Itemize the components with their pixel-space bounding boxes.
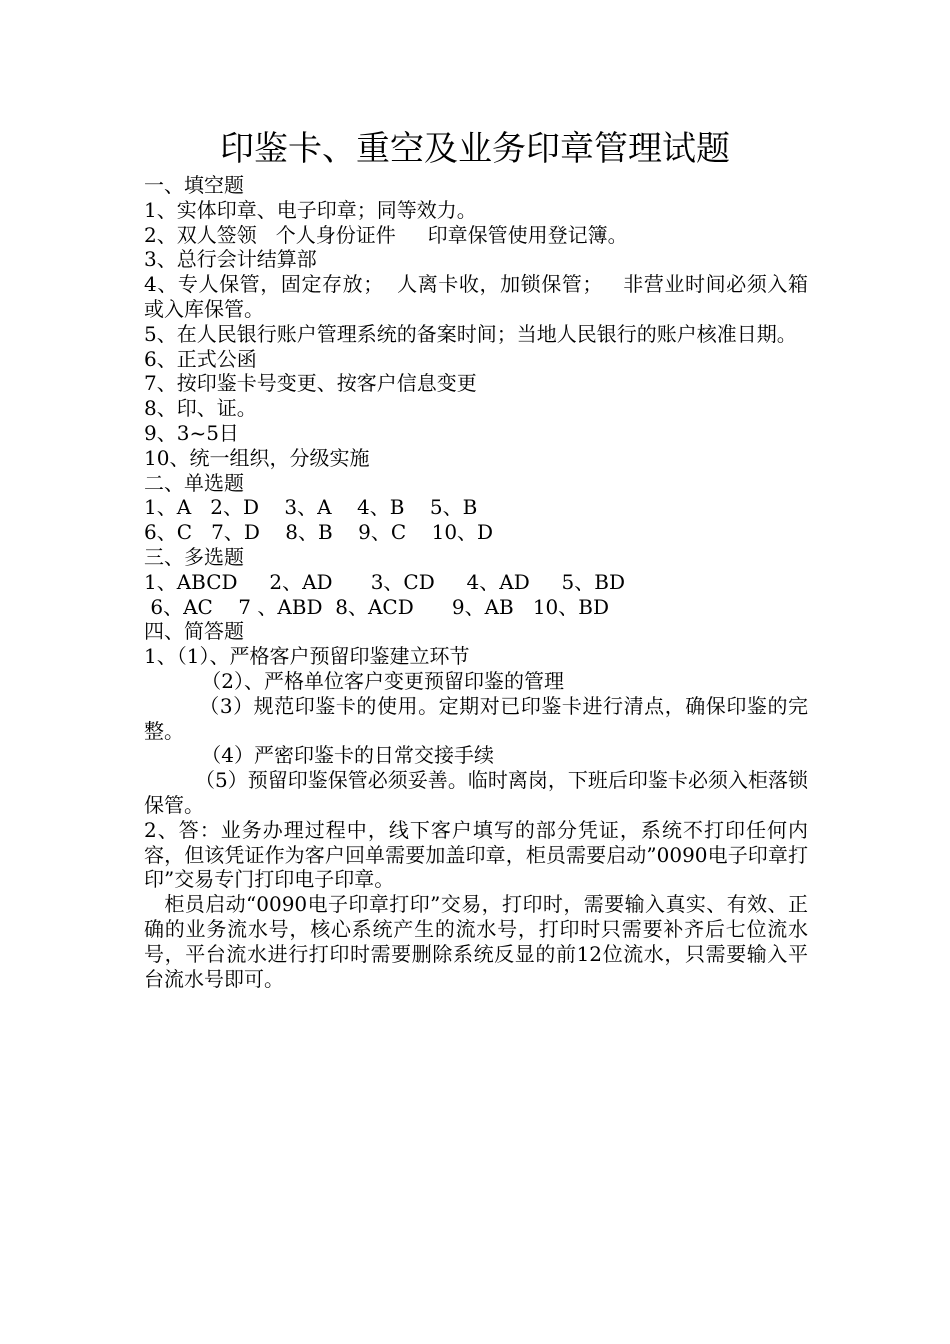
- answer-line: 1、实体印章、电子印章；同等效力。: [144, 197, 477, 222]
- answer-paragraph: 4、专人保管，固定存放； 人离卡收，加锁保管； 非营业时间必须入箱或入库保管。: [144, 272, 808, 321]
- document-body: [144, 173, 808, 991]
- answer-line: 6、正式公函: [144, 346, 257, 371]
- answer-paragraph: （3）规范印鉴卡的使用。定期对已印鉴卡进行清点，确保印鉴的完整。: [144, 693, 808, 743]
- answer-row: 6、C 7、D 8、B 9、C 10、D: [144, 520, 494, 545]
- section-heading-short-answer: 四、简答题: [144, 619, 244, 644]
- answer-line: （4）严密印鉴卡的日常交接手续: [144, 743, 494, 768]
- answer-paragraph: 5、在人民银行账户管理系统的备案时间；当地人民银行的账户核准日期。: [144, 321, 797, 346]
- section-heading-single-choice: 二、单选题: [144, 470, 244, 495]
- answer-line: 8、印、证。: [144, 396, 257, 421]
- answer-line: 10、统一组织，分级实施: [144, 445, 370, 470]
- answer-line: 9、3~5日: [144, 420, 239, 445]
- answer-paragraph: （5）预留印鉴保管必须妥善。临时离岗，下班后印鉴卡必须入柜落锁保管。: [144, 768, 808, 817]
- answer-line: （2）、严格单位客户变更预留印鉴的管理: [144, 668, 564, 693]
- section-heading-multiple-choice: 三、多选题: [144, 544, 244, 569]
- section-heading-fill-blank: 一、填空题: [144, 173, 244, 197]
- answer-line: 1、（1）、严格客户预留印鉴建立环节: [144, 644, 470, 669]
- answer-line: 2、双人签领 个人身份证件 印章保管使用登记簿。: [144, 222, 628, 247]
- answer-line: 7、按印鉴卡号变更、按客户信息变更: [144, 371, 477, 396]
- answer-paragraph: 柜员启动“0090电子印章打印”交易，打印时，需要输入真实、有效、正确的业务流水号，核心系统产生的流水号，打印时只需要补齐后七位流水号，平台流水进行打印时需要删除系统反显的前12位流水，只需要输入平台流水号即可。: [144, 892, 808, 991]
- answer-line: 3、总行会计结算部: [144, 247, 317, 272]
- document-title: 印鉴卡、重空及业务印章管理试题: [220, 129, 730, 169]
- answer-row: 1、ABCD 2、AD 3、CD 4、AD 5、BD: [144, 569, 626, 594]
- answer-row: 1、A 2、D 3、A 4、B 5、B: [144, 495, 478, 520]
- answer-row: 6、AC 7 、ABD 8、ACD 9、AB 10、BD: [144, 594, 609, 619]
- answer-paragraph: 2、答：业务办理过程中，线下客户填写的部分凭证，系统不打印任何内容，但该凭证作为客户回单需要加盖印章，柜员需要启动”0090电子印章打印”交易专门打印电子印章。: [144, 817, 808, 892]
